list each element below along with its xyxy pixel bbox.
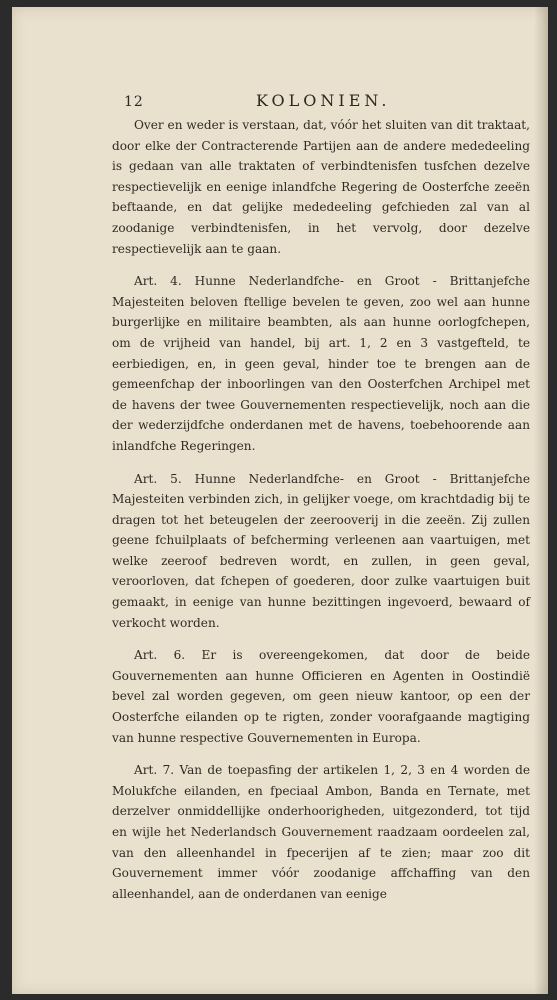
page-header [124, 91, 544, 111]
paragraph-article-6: Art. 6. Er is overeengekomen, dat door de beide Gouvernementen aan hunne Officieren en Agenten in Oostindië bevel zal worden gegeven, om geen nieuw kantoor, op een der Oosterfche eilanden op te rigten, zonder voorafgaande magtiging van hunne respective Gouvernementen in Europa. [112, 648, 530, 745]
running-head: KOLONIEN. [256, 91, 391, 110]
page-number: 12 [124, 94, 144, 110]
page-gutter-shadow [534, 7, 548, 994]
paragraph-article-5: Art. 5. Hunne Nederlandfche- en Groot - Brittanjefche Majesteiten verbinden zich, in gelijker voege, om krachtdadig bij te dragen tot het beteugelen der zeerooverij in die zeeën. Zij zullen geene fchuilplaats of befcherming verleenen aan vaartuigen, met welke zeeroof bedreven wordt, en zullen, in geen geval, veroorloven, dat fchepen of goederen, door zulke vaartuigen buit gemaakt, in eenige van hunne bezittingen ingevoerd, bewaard of verkocht worden. [112, 471, 530, 630]
paragraph-intro: Over en weder is verstaan, dat, vóór het sluiten van dit traktaat, door elke der Contracterende Partijen aan de andere mededeeling is gedaan van alle traktaten of verbindtenisfen tusfchen dezelve respectievelijk en eenige inlandfche Regering de Oosterfche zeeën beftaande, en dat gelijke mededeeling gefchieden zal van al zoodanige verbindtenisfen, in het vervolg, door dezelve respectievelijk aan te gaan. [112, 118, 530, 256]
paragraph-article-4: Art. 4. Hunne Nederlandfche- en Groot - Brittanjefche Majesteiten beloven ftellige bevelen te geven, zoo wel aan hunne burgerlijke en militaire beambten, als aan hunne oorlogfchepen, om de vrijheid van handel, bij art. 1, 2 en 3 vastgefteld, te eerbiedigen, en, in geen geval, hinder toe te brengen aan de gemeenfchap der inboorlingen van den Oosterfchen Archipel met de havens der twee Gouvernementen respectievelijk, noch aan die der wederzijdfche onderdanen met de havens, toebehoorende aan inlandfche Regeringen. [112, 274, 530, 453]
body-text [112, 115, 530, 916]
paragraph-article-7: Art. 7. Van de toepasfing der artikelen 1, 2, 3 en 4 worden de Molukfche eilanden, en fpeciaal Ambon, Banda en Ternate, met derzelver onmiddellijke onderhoorigheden, uitgezonderd, tot tijd en wijle het Nederlandsch Gouvernement raadzaam oordeelen zal, van den alleenhandel in fpecerijen af te zien; maar zoo dit Gouvernement immer vóór zoodanige affchaffing van den alleenhandel, aan de onderdanen van eenige [112, 763, 530, 901]
